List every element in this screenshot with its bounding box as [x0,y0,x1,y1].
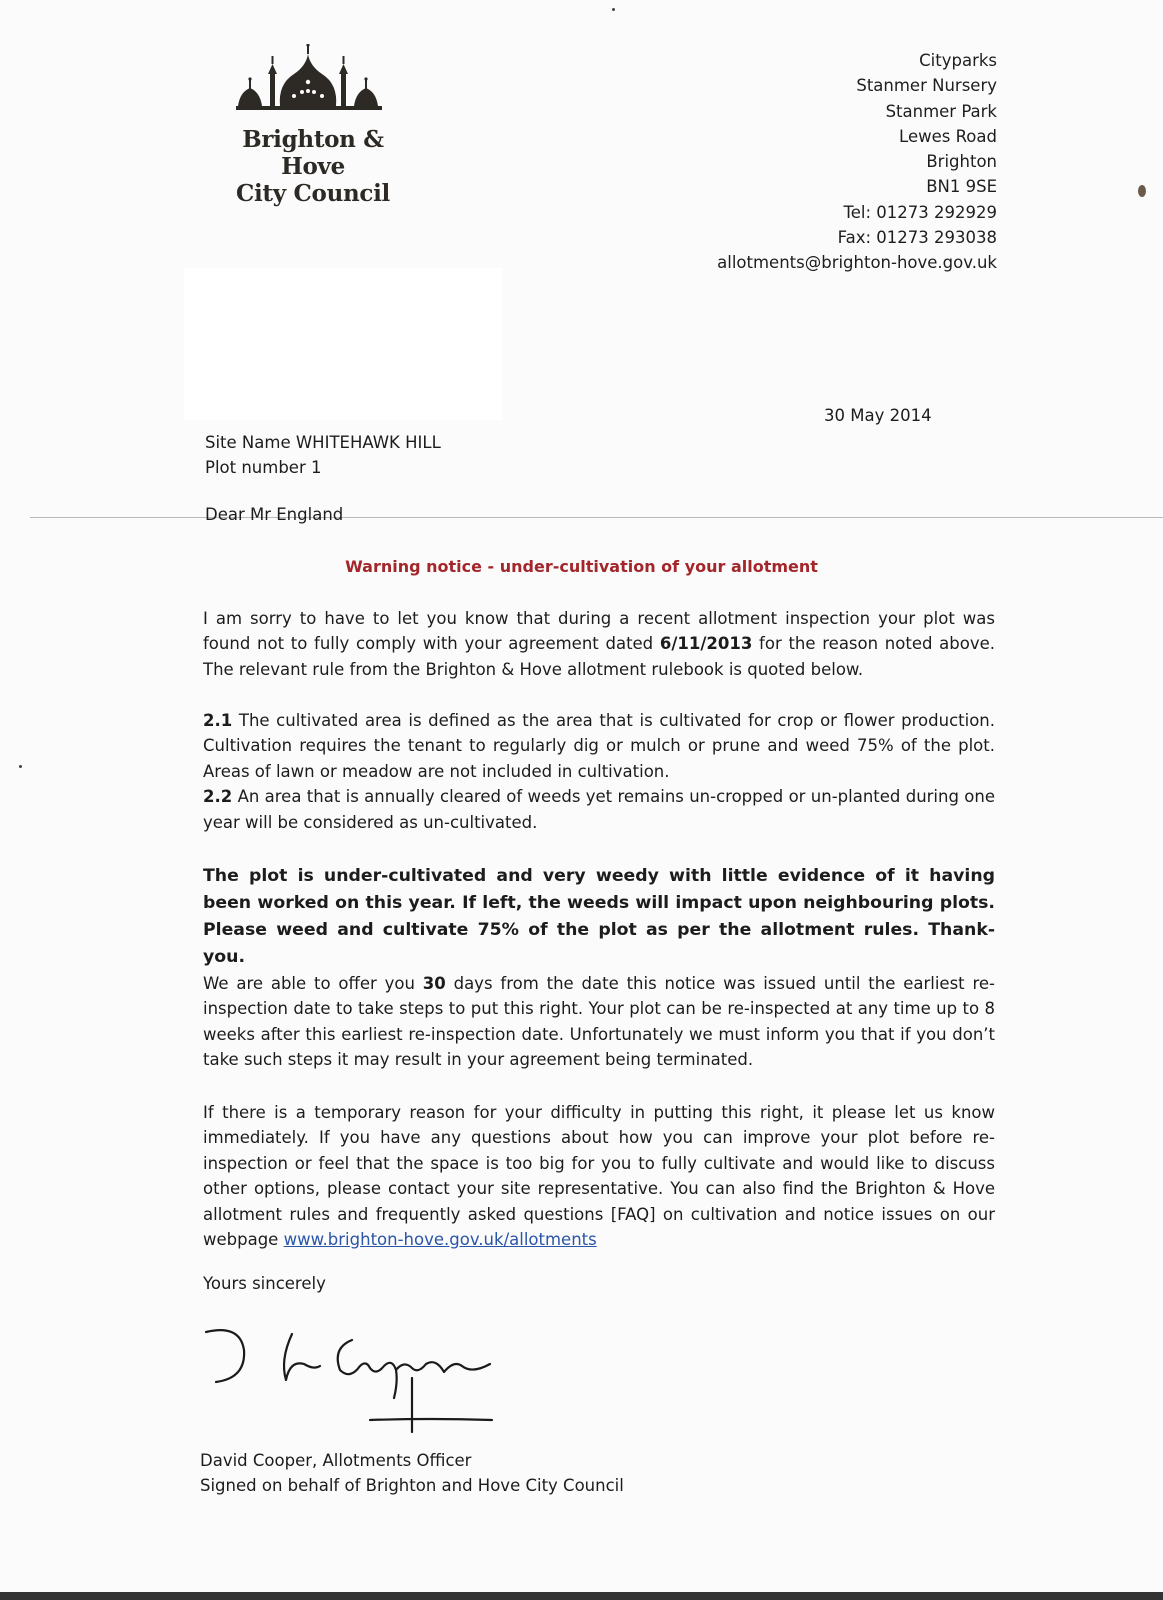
timeframe-text-after: days from the date this notice was issued until the earliest re-inspection date to take steps to put this right. Your plot can be re-inspected at any time up to 8 weeks after this earliest re-inspection date. Unfortunately we must inform you that if you don’t take such steps it may result in your agreement being terminated. [203,974,995,1070]
intro-paragraph [203,606,995,682]
salutation: Dear Mr England [205,505,344,524]
rule-text: The cultivated area is defined as the area that is cultivated for crop or flower production. Cultivation requires the tenant to regularly dig or mulch or prune and weed 75% of the plot. Areas of lawn or meadow are not included in cultivation. [203,711,995,781]
allotments-webpage-link[interactable]: www.brighton-hove.gov.uk/allotments [283,1230,597,1250]
site-name-row [205,430,441,455]
redacted-recipient-address [184,268,502,420]
plot-number-value: 1 [311,458,322,477]
rule-2-2 [203,784,995,835]
inspection-finding: The plot is under-cultivated and very weedy with little evidence of it having been worked on this year. If left, the weeds will impact upon neighbouring plots. Please weed and cultivate 75% of the plot as per the allotment rules. Thank-you. [203,866,995,967]
signature-icon [200,1320,540,1445]
sender-address [717,48,997,276]
handwritten-signature [200,1320,540,1449]
agreement-date: 6/11/2013 [659,634,753,654]
council-logo [208,44,428,207]
logo-name-line1: Brighton & Hove [242,126,384,180]
scan-speck [1138,185,1146,197]
sign-off: Yours sincerely [203,1274,326,1293]
scan-speck [612,8,615,11]
rules-paragraph [203,708,995,835]
notice-title: Warning notice - under-cultivation of your allotment [345,557,818,576]
rule-2-1 [203,708,995,784]
logo-name-line2: City Council [235,180,390,207]
signatory [200,1448,624,1498]
fold-line [30,517,1163,518]
address-line: BN1 9SE [926,177,997,197]
pavilion-domes-icon [236,44,386,124]
signatory-name: David Cooper, Allotments Officer [200,1451,472,1470]
signatory-behalf: Signed on behalf of Brighton and Hove City Council [200,1476,624,1495]
email: allotments@brighton-hove.gov.uk [717,253,997,273]
scan-speck [19,765,22,768]
fax: Fax: 01273 293038 [837,228,997,248]
letter-date: 30 May 2014 [824,406,932,425]
address-line: Stanmer Park [885,101,997,121]
address-line: Brighton [926,152,997,172]
plot-number-row [205,455,441,480]
contact-text: If there is a temporary reason for your difficulty in putting this right, it please let us know immediately. If you have any questions about how you can improve your plot before re-inspection or feel that the space is too big for you to fully cultivate and would like to discuss other options, please contact your site representative. You can also find the Brighton & Hove allotment rules and frequently asked questions [FAQ] on cultivation and notice issues on our webpage [203,1103,995,1250]
timeframe-text-before: We are able to offer you [203,974,423,993]
contact-paragraph [203,1100,995,1252]
timeframe-paragraph [203,971,995,1073]
address-line: Stanmer Nursery [856,76,997,96]
site-name-label: Site Name [205,433,291,452]
intro-text-before: I am sorry to have to let you know that during a recent allotment inspection your plot was found not to fully comply with your agreement dated [203,609,995,654]
telephone: Tel: 01273 292929 [843,202,997,222]
days-offered: 30 [422,974,446,993]
intro-text-after: for the reason noted above. The relevant rule from the Brighton & Hove allotment rulebook is quoted below. [203,634,996,679]
scan-bottom-edge [0,1592,1163,1600]
site-name-value: WHITEHAWK HILL [295,433,441,452]
plot-number-label: Plot number [205,458,306,477]
rule-number: 2.1 [203,711,233,730]
address-line: Lewes Road [899,126,997,146]
address-line: Cityparks [919,51,997,70]
rule-text: An area that is annually cleared of weeds yet remains un-cropped or un-planted during one year will be considered as un-cultivated. [203,787,995,832]
rule-number: 2.2 [203,787,233,807]
site-details [205,430,441,480]
